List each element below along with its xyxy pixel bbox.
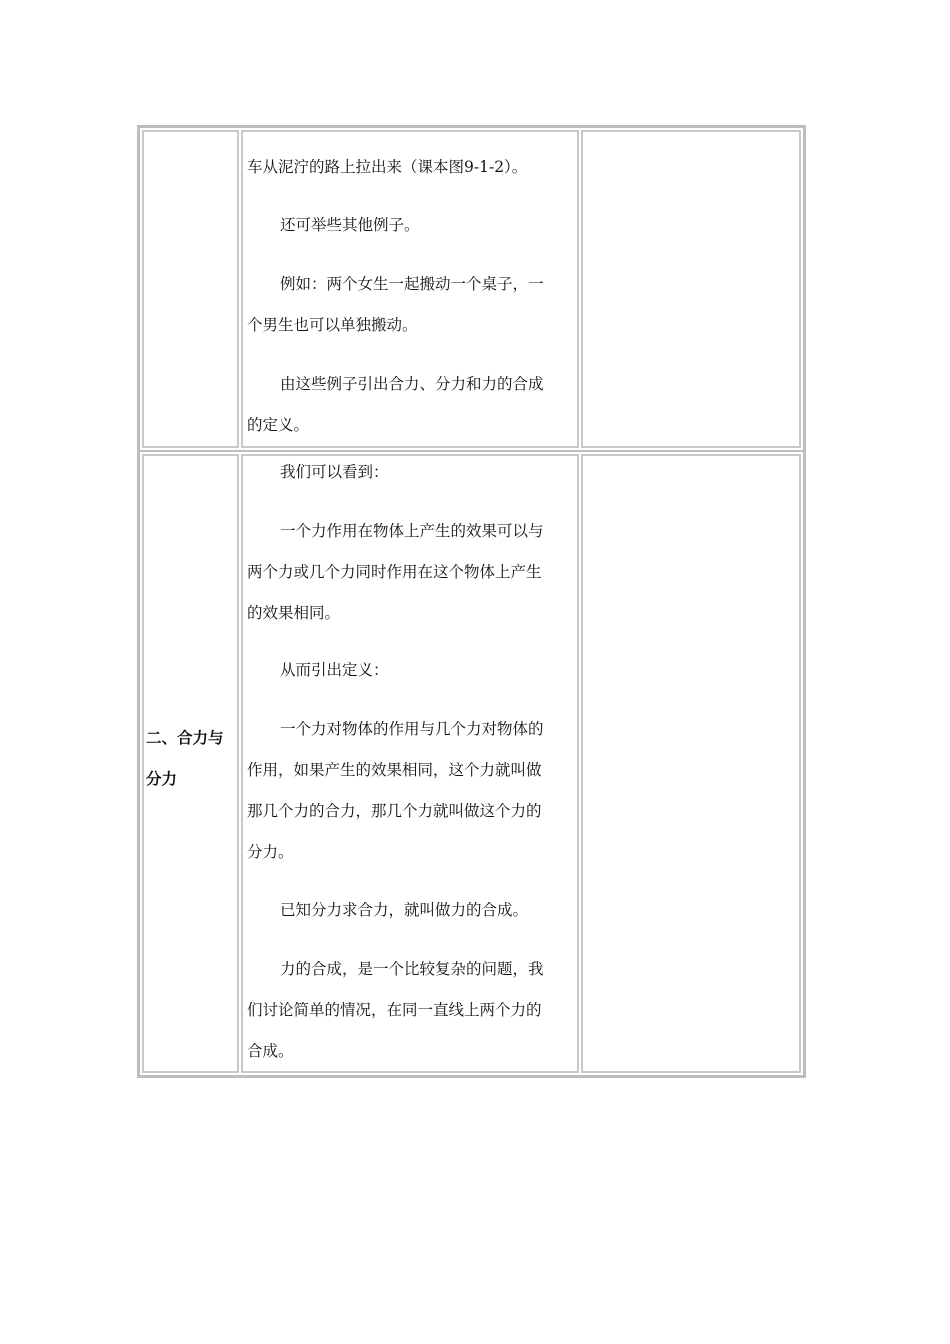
paragraph [247,959,571,1061]
text-line: 作用，如果产生的效果相同，这个力就叫做 [247,761,542,779]
heading-line: 分力 [146,770,178,788]
text-line: 的定义。 [247,416,310,434]
table-cell-content [241,130,579,448]
text-line: 已知分力求合力，就叫做力的合成。 [280,901,529,919]
table-cell-content [241,454,579,1073]
text-line: 车从泥泞的路上拉出来（课本图9-1-2）。 [247,158,528,176]
text-line: 一个力对物体的作用与几个力对物体的 [280,720,544,738]
text-line: 从而引出定义： [280,661,389,679]
lesson-plan-table [137,125,806,1078]
text-line: 个男生也可以单独搬动。 [247,316,418,334]
paragraph [247,660,571,680]
text-line: 还可举些其他例子。 [280,216,420,234]
text-line: 那几个力的合力，那几个力就叫做这个力的 [247,802,542,820]
text-line: 两个力或几个力同时作用在这个物体上产生 [247,563,542,581]
text-line: 例如：两个女生一起搬动一个桌子，一 [280,275,544,293]
table-cell-section [142,454,239,1073]
table-row [140,452,803,1075]
table-row [140,128,803,450]
paragraph [247,215,571,235]
paragraph [247,274,571,335]
text-line: 合成。 [247,1042,294,1060]
text-line: 分力。 [247,843,294,861]
paragraph [247,719,571,862]
paragraph [247,521,571,623]
heading-line: 二、合力与 [146,729,224,747]
paragraph [247,374,571,435]
paragraph [247,157,571,177]
text-line: 我们可以看到： [280,463,389,481]
text-line: 们讨论简单的情况，在同一直线上两个力的 [247,1001,542,1019]
paragraph [247,900,571,920]
table-cell-notes [581,130,801,448]
text-line: 由这些例子引出合力、分力和力的合成 [280,375,544,393]
text-line: 力的合成，是一个比较复杂的问题，我 [280,960,544,978]
paragraph [247,462,571,482]
table-cell-notes [581,454,801,1073]
table-cell-section [142,130,239,448]
text-line: 的效果相同。 [247,604,341,622]
text-line: 一个力作用在物体上产生的效果可以与 [280,522,544,540]
section-heading [146,728,236,789]
